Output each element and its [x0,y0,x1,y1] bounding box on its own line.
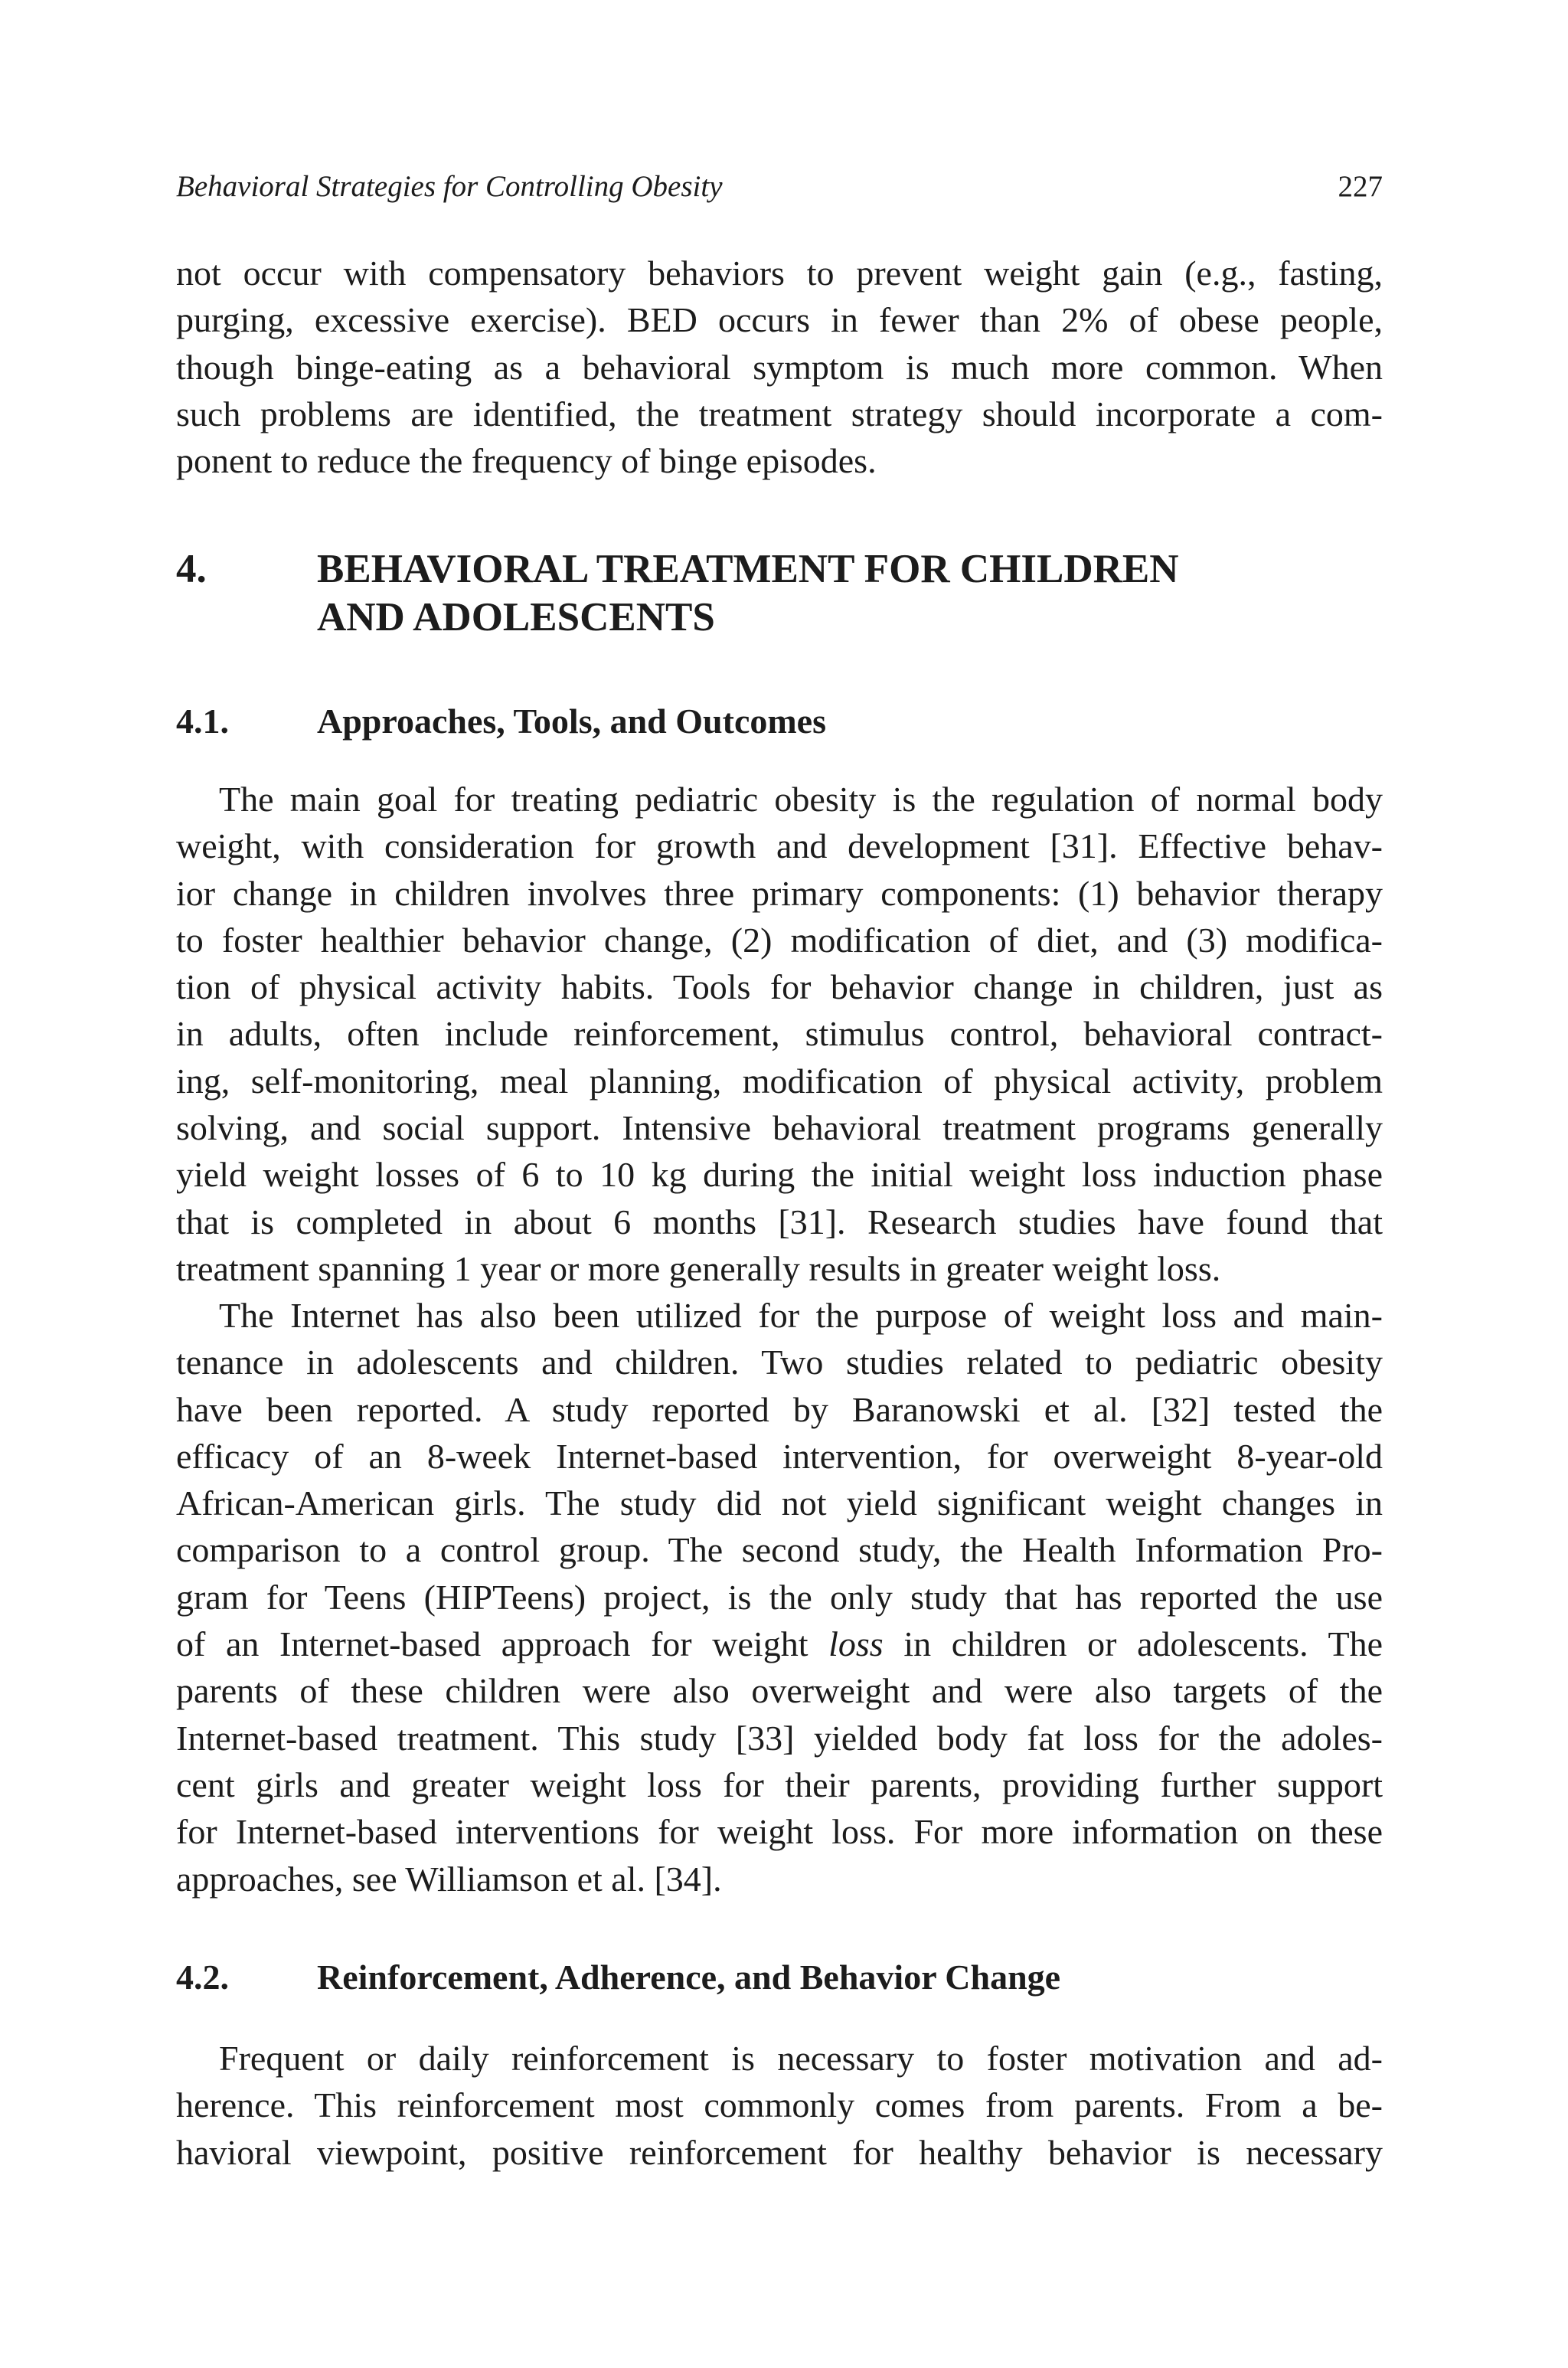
text-fragment: of an Internet-based approach for weight [176,1624,829,1664]
running-head-title: Behavioral Strategies for Controlling Obesity [176,170,723,203]
text-line: ponent to reduce the frequency of binge episodes. [176,441,877,481]
page-number: 227 [1338,170,1383,203]
text-line: approaches, see Williamson et al. [34]. [176,1859,722,1899]
section-4-2-paragraph [176,2035,1383,2176]
intro-paragraph [176,250,1383,484]
section-4-heading [176,545,1383,642]
text-line: African-American girls. The study did not yield significant weight changes in [176,1483,1383,1523]
section-4-title-line: AND ADOLESCENTS [317,595,715,639]
text-line-with-emphasis [176,1621,1383,1667]
text-line: solving, and social support. Intensive behavioral treatment programs generally [176,1108,1383,1148]
section-4-2-heading [176,1956,1383,1999]
section-4-number: 4. [176,547,207,591]
text-line: treatment spanning 1 year or more generally results in greater weight loss. [176,1248,1221,1288]
section-4-1-heading [176,700,1383,743]
text-line: The Internet has also been utilized for the purpose of weight loss and main- [219,1296,1383,1335]
text-line: efficacy of an 8-week Internet-based intervention, for overweight 8-year-old [176,1436,1383,1476]
text-line: though binge-eating as a behavioral symptom is much more common. When [176,347,1383,387]
section-4-2-number: 4.2. [176,1958,229,1997]
text-line: comparison to a control group. The second study, the Health Information Pro- [176,1530,1383,1570]
emphasis-text: loss [828,1624,884,1664]
text-line: for Internet-based interventions for weight loss. For more information on these [176,1812,1383,1852]
text-line: herence. This reinforcement most commonly comes from parents. From a be- [176,2085,1383,2125]
text-line: cent girls and greater weight loss for their parents, providing further support [176,1765,1383,1804]
section-4-2-title: Reinforcement, Adherence, and Behavior Change [317,1958,1061,1997]
text-line: gram for Teens (HIPTeens) project, is the only study that has reported the use [176,1577,1383,1617]
running-head [176,167,1383,207]
text-line: parents of these children were also overweight and were also targets of the [176,1671,1383,1711]
section-4-title [317,545,1179,642]
text-line: ior change in children involves three primary components: (1) behavior therapy [176,873,1383,913]
text-line: tenance in adolescents and children. Two studies related to pediatric obesity [176,1343,1383,1382]
text-line: that is completed in about 6 months [31]. Research studies have found that [176,1202,1383,1241]
text-line: such problems are identified, the treatment strategy should incorporate a com- [176,394,1383,433]
text-line: Internet-based treatment. This study [33] yielded body fat loss for the adoles- [176,1718,1383,1758]
text-line: weight, with consideration for growth and development [31]. Effective behav- [176,826,1383,866]
text-line: havioral viewpoint, positive reinforcement for healthy behavior is necessary [176,2132,1383,2172]
text-line: have been reported. A study reported by Baranowski et al. [32] tested the [176,1389,1383,1429]
section-4-1-number: 4.1. [176,702,229,741]
section-4-1-paragraph-1 [176,776,1383,1292]
text-line: in adults, often include reinforcement, stimulus control, behavioral contract- [176,1014,1383,1054]
text-line: ing, self-monitoring, meal planning, modification of physical activity, problem [176,1061,1383,1101]
text-line: yield weight losses of 6 to 10 kg during the initial weight loss induction phase [176,1155,1383,1195]
text-fragment: in children or adolescents. The [883,1624,1383,1664]
text-line: not occur with compensatory behaviors to prevent weight gain (e.g., fasting, [176,253,1383,293]
text-line: tion of physical activity habits. Tools for behavior change in children, just as [176,967,1383,1007]
section-4-1-paragraph-2 [176,1292,1383,1902]
text-line: purging, excessive exercise). BED occurs in fewer than 2% of obese people, [176,300,1383,340]
section-4-1-title: Approaches, Tools, and Outcomes [317,702,827,741]
text-line: The main goal for treating pediatric obesity is the regulation of normal body [219,780,1383,819]
text-line: Frequent or daily reinforcement is necessary to foster motivation and ad- [219,2039,1383,2078]
text-line: to foster healthier behavior change, (2) modification of diet, and (3) modifica- [176,920,1383,960]
section-4-title-line: BEHAVIORAL TREATMENT FOR CHILDREN [317,547,1179,591]
